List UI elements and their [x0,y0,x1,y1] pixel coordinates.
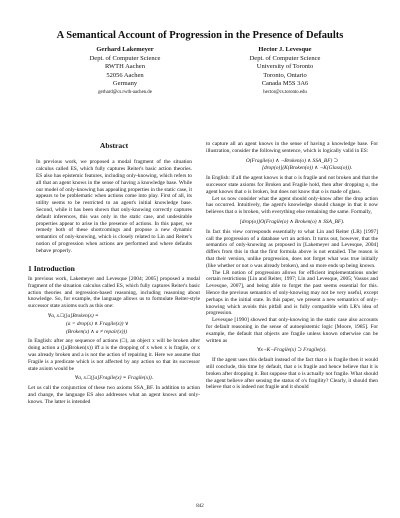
author-name: Gerhard Lakemeyer [96,46,154,53]
author-name: Hector J. Levesque [258,46,312,53]
formula-line: ∀a, x.□([a]Broken(x) ≡ [48,312,99,319]
formula-line: (Broken(x) ∧ a ≠ repair(x))) [66,328,127,335]
author-institution: RWTH Aachen [105,63,145,71]
body-paragraph: In English: if all the agent knows is that o is fragile and not broken and that the successor state axioms for Broken and Fragile hold, then after dropping o, the agent knows that o is broken, but does not know that o is made of glass. [206,175,378,195]
author-city: 52056 Aachen [106,71,144,79]
page-number: 842 [196,504,204,509]
author-dept: Dept. of Computer Science [89,54,161,62]
right-body [206,141,378,391]
intro-body [28,276,200,406]
body-paragraph: Let us now consider what the agent should only-know after the drop action has occurred. Intuitively, the agent's knowledge should change in that it now believes that o is broken, with everything else remaining the same. Formally, [206,195,378,216]
intro-paragraph: In previous work, Lakemeyer and Levesque [2004; 2005] proposed a modal fragment of the situation calculus called ES, which fully captures Reiter's basic action theories and regression-based reasoning, including reasoning about knowledge. So, for example, the language allows us to formulate Reiter-style successor state axioms such as this one: [28,276,200,310]
formula-line: (a = drop(x) ∧ Fragile(x)) ∨ [66,320,129,327]
body-paragraph: to capture all an agent knows in the sense of having a knowledge base. For illustration, consider the following sentence, which is logically valid in ES: [206,141,378,154]
body-paragraph: The LR notion of progression allows for efficient implementations under certain restrictions [Lin and Reiter, 1997; Lin and Levesque, 2005; Vassos and Levesque, 2007], and being able to forget the past seems essential for this. Hence the previous semantics of only-knowing may not be very useful, except perhaps in the initial state. In this paper, we present a new semantics of only-knowing which avoids this pitfall and is fully compatible with LR's idea of progression. [206,269,378,317]
author-institution: University of Toronto [256,63,314,71]
author-block-1 [50,46,200,98]
author-email: gerhard@cs.rwth-aachen.de [98,89,152,95]
body-paragraph: Levesque [1990] showed that only-knowing in the static case also accounts for default reasoning in the sense of autoepistemic logic [Moore, 1985]. For example, the default that objects are fragile unless known otherwise can be written as [206,317,378,344]
abstract-heading: Abstract [99,141,129,150]
author-country: Canada M5S 3A6 [261,80,309,88]
formula-line: [drop(o)](K(Broken(o)) ∧ ¬K(Glass(o))). [261,165,353,172]
author-dept: Dept. of Computer Science [249,54,321,62]
formula-line: ∀a, x.□([a]Fragile(x) ≡ Fragile(x)). [74,375,154,382]
author-country: Germany [112,80,138,88]
formula-line: [drop(o)]O(Fragile(o) ∧ Broken(o) ∧ SSA_BF). [239,218,345,225]
author-block-2 [210,46,360,98]
body-paragraph: If the agent uses this default instead of the fact that o is fragile then it would still conclude, this time by default, that o is fragile and hence believe that it is broken after dropping it. But suppose that o is actually not fragile. What should the agent believe after sensing the status of o's fragility? Clearly, it should then believe that o is indeed not fragile and it should [206,357,378,391]
paper-title: A Semantical Account of Progression in the Presence of Defaults [56,30,344,41]
author-city: Toronto, Ontario [263,71,307,79]
intro-paragraph: Let us call the conjunction of these two axioms SSA_BF. In addition to action and change, the language ES also addresses what an agent knows and only-knows. The latter is intended [28,385,200,405]
formula-line: ∀x¬K¬Fragile(x) ⊃ Fragile(x). [257,347,327,354]
author-email: hector@cs.toronto.edu [263,89,307,95]
intro-heading: 1 Introduction [28,264,75,273]
intro-paragraph: In English: after any sequence of actions (□), an object x will be broken after doing action a ([a]Broken(x)) iff a is the dropping of x when x is fragile, or x was already broken and a is not the action of repairing it. Here we assume that Fragile is a predicate which is not affected by any action so that its successor state axiom would be [28,338,200,372]
body-paragraph: In fact this view corresponds essentially to what Lin and Reiter (LR) [1997] call the progression of a database wrt an action. It turns out, however, that the semantics of only-knowing as proposed in [Lakemeyer and Levesque, 2004] differs from this in that the first formula above is not entailed. The reason is that their version, unlike progression, does not forget what was true initially (like whether or not o was already broken), and so more ends up being known. [206,228,378,269]
formula-line: O(Fragile(o) ∧ ¬Broken(o) ∧ SSA_BF) ⊃ [245,157,339,164]
abstract-text: In previous work, we proposed a modal fragment of the situation calculus called ES, which fully captures Reiter's basic action theories. ES also has epistemic features, including only-knowing, which refers to all that an agent knows in the sense of having a knowledge base. While our model of only-knowing has appealing properties in the static case, it appears to be problematic when actions come into play. First of all, its utility seems to be restricted to an agent's initial knowledge base. Second, while it has been shown that only-knowing correctly captures default inferences, this was only in the static case, and undesirable properties appear to arise in the presence of actions. In this paper, we remedy both of these shortcomings and propose a new dynamic semantics of only-knowing, which is closely related to Lin and Reiter's notion of progression when actions are performed and where defaults behave properly. [36,159,192,254]
